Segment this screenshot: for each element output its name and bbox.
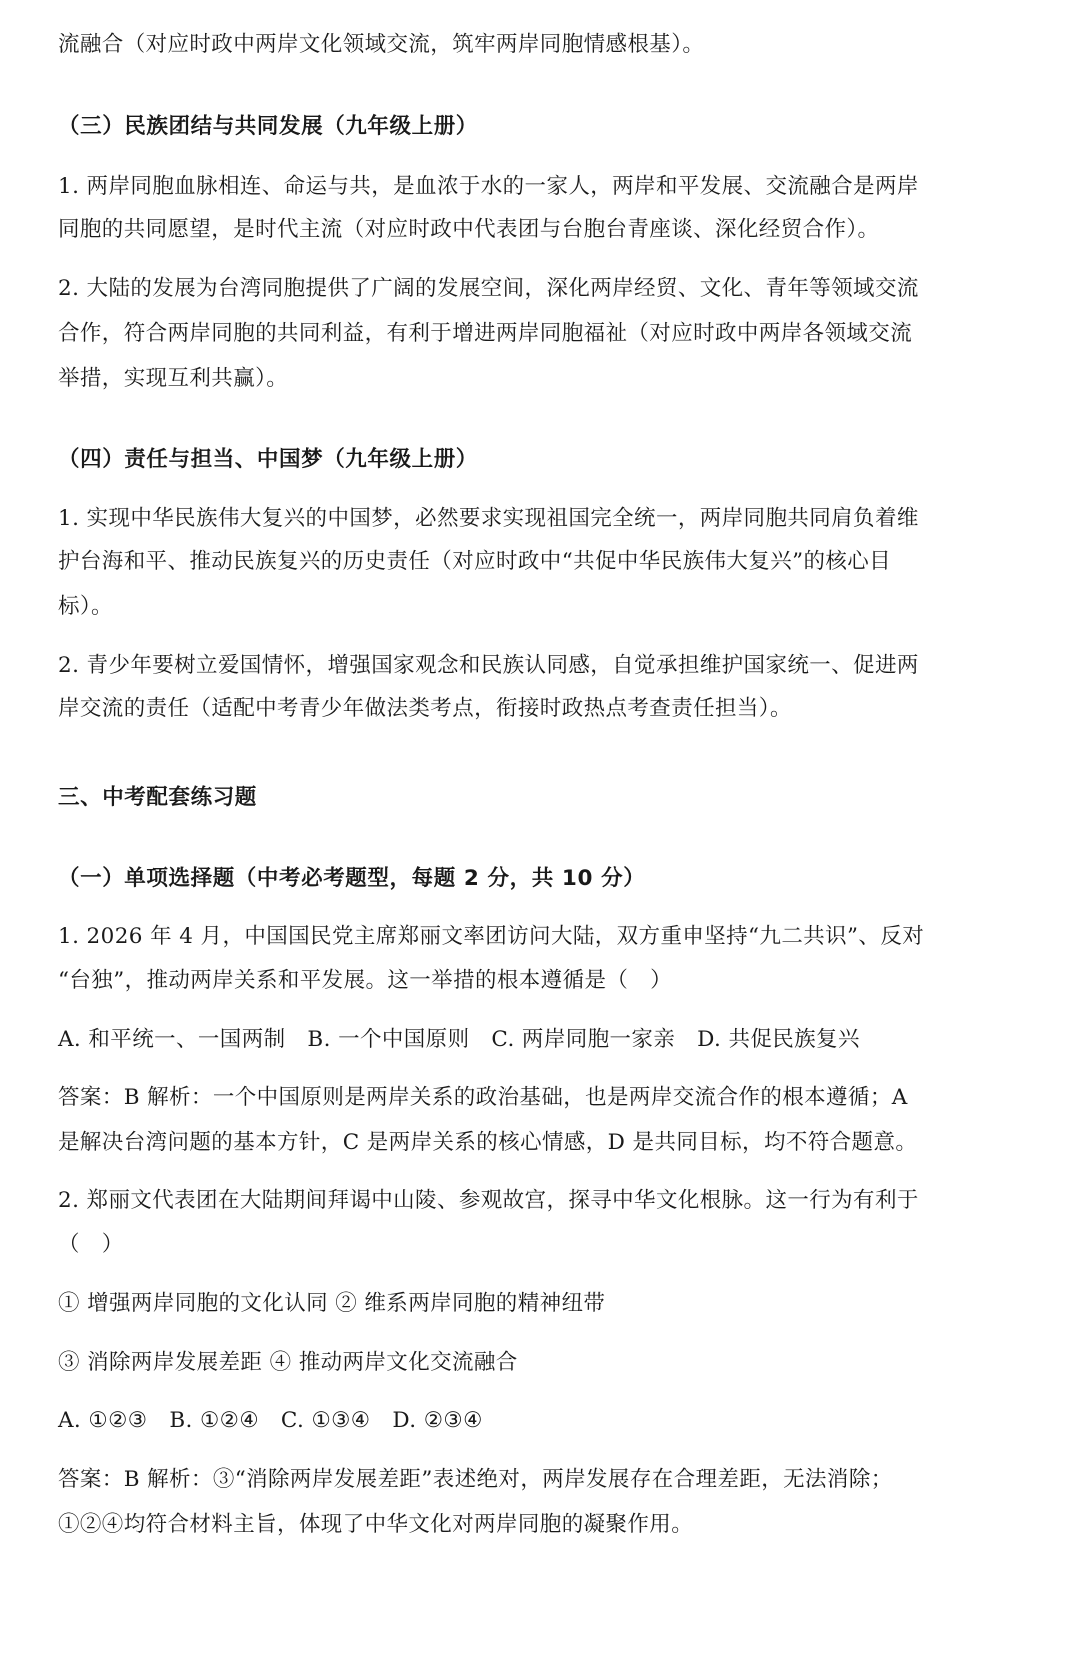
text-line: 流融合（对应时政中两岸文化领域交流，筑牢两岸同胞情感根基）。 bbox=[58, 32, 705, 57]
text-line: 1. 两岸同胞血脉相连、命运与共，是血浓于水的一家人，两岸和平发展、交流融合是两岸 bbox=[58, 174, 919, 199]
section-heading: （三）民族团结与共同发展（九年级上册） bbox=[58, 114, 478, 139]
question-text: （ ） bbox=[58, 1232, 124, 1257]
text-line: 合作，符合两岸同胞的共同利益，有利于增进两岸同胞福祉（对应时政中两岸各领域交流 bbox=[58, 321, 913, 346]
question-text: 1. 2026 年 4 月，中国国民党主席郑丽文率团访问大陆，双方重申坚持“九二共识”、反对 bbox=[58, 924, 925, 949]
answer-explanation: 是解决台湾问题的基本方针，C 是两岸关系的核心情感，D 是共同目标，均不符合题意。 bbox=[58, 1130, 918, 1155]
section-heading: （四）责任与担当、中国梦（九年级上册） bbox=[58, 447, 478, 472]
chapter-heading: 三、中考配套练习题 bbox=[58, 785, 257, 810]
answer-options: A. ①②③ B. ①②④ C. ①③④ D. ②③④ bbox=[58, 1408, 483, 1433]
question-text: “台独”，推动两岸关系和平发展。这一举措的根本遵循是（ ） bbox=[58, 968, 673, 993]
text-line: 举措，实现互利共赢）。 bbox=[58, 366, 289, 391]
question-text: 2. 郑丽文代表团在大陆期间拜谒中山陵、参观故宫，探寻中华文化根脉。这一行为有利于 bbox=[58, 1188, 919, 1213]
text-line: 1. 实现中华民族伟大复兴的中国梦，必然要求实现祖国完全统一，两岸同胞共同肩负着维 bbox=[58, 506, 919, 531]
statement-options: ③ 消除两岸发展差距 ④ 推动两岸文化交流融合 bbox=[58, 1350, 518, 1375]
section-heading: （一）单项选择题（中考必考题型，每题 2 分，共 10 分） bbox=[58, 866, 646, 891]
text-line: 2. 大陆的发展为台湾同胞提供了广阔的发展空间，深化两岸经贸、文化、青年等领域交流 bbox=[58, 276, 919, 301]
answer-options: A. 和平统一、一国两制 B. 一个中国原则 C. 两岸同胞一家亲 D. 共促民族复兴 bbox=[58, 1027, 860, 1052]
text-line: 同胞的共同愿望，是时代主流（对应时政中代表团与台胞台青座谈、深化经贸合作）。 bbox=[58, 217, 880, 242]
text-line: 2. 青少年要树立爱国情怀，增强国家观念和民族认同感，自觉承担维护国家统一、促进两 bbox=[58, 653, 919, 678]
statement-options: ① 增强两岸同胞的文化认同 ② 维系两岸同胞的精神纽带 bbox=[58, 1291, 606, 1316]
text-line: 护台海和平、推动民族复兴的历史责任（对应时政中“共促中华民族伟大复兴”的核心目 bbox=[58, 549, 892, 574]
answer-explanation: 答案：B 解析：一个中国原则是两岸关系的政治基础，也是两岸交流合作的根本遵循；A bbox=[58, 1085, 908, 1110]
text-line: 岸交流的责任（适配中考青少年做法类考点，衔接时政热点考查责任担当）。 bbox=[58, 696, 792, 721]
answer-explanation: 答案：B 解析：③“消除两岸发展差距”表述绝对，两岸发展存在合理差距，无法消除； bbox=[58, 1467, 893, 1492]
answer-explanation: ①②④均符合材料主旨，体现了中华文化对两岸同胞的凝聚作用。 bbox=[58, 1512, 694, 1537]
text-line: 标）。 bbox=[58, 594, 113, 619]
